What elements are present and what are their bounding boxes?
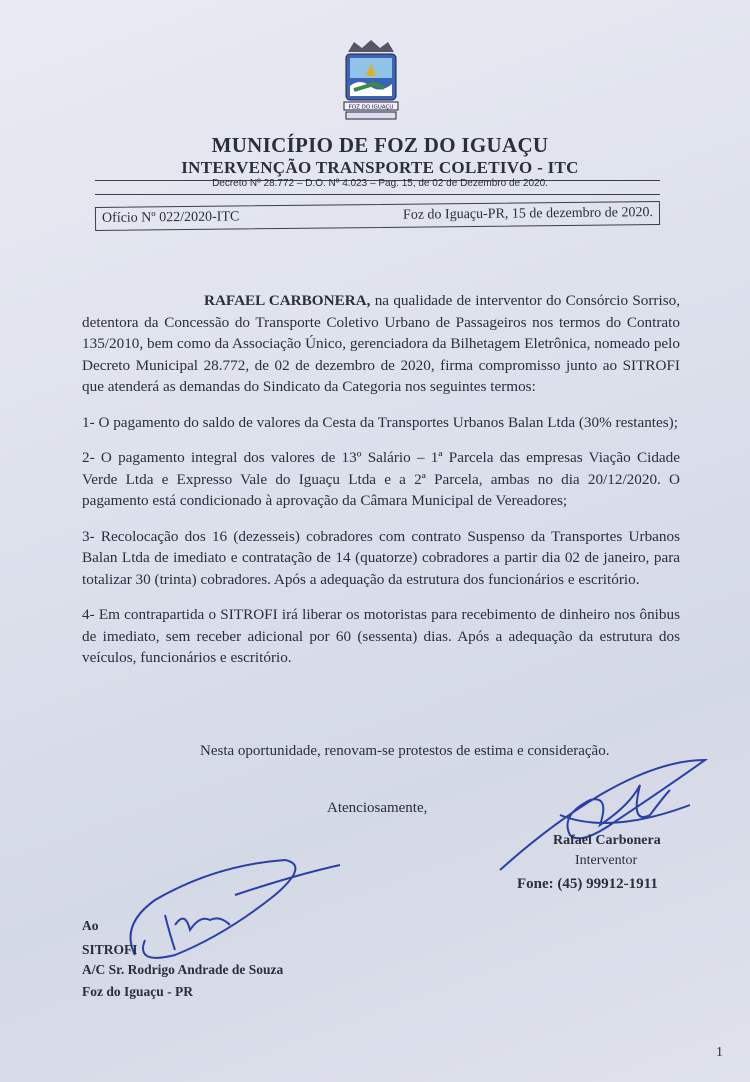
letter-body — [82, 290, 680, 683]
department-subtitle: INTERVENÇÃO TRANSPORTE COLETIVO - ITC — [181, 158, 579, 177]
decree-reference: Decreto Nº 28.772 – D.O. Nº 4.023 – Pag. 15, de 02 de Dezembro de 2020. — [212, 178, 548, 189]
recipient-city: Foz do Iguaçu - PR — [82, 984, 193, 999]
municipality-title: MUNICÍPIO DE FOZ DO IGUAÇU — [211, 133, 549, 157]
recipient-address — [82, 914, 283, 1004]
term-item-3: 3- Recolocação dos 16 (dezesseis) cobradores com contrato Suspenso da Transportes Urbanos Balan Ltda de imediato e contratação de 14 (quatorze) cobradores a partir dia 02 de janeiro, para totalizar 30 (trinta) cobradores. Após a adequação da estrutura dos funcionários e escritório. — [82, 527, 680, 588]
intro-paragraph: RAFAEL CARBONERA, na qualidade de interventor do Consórcio Sorriso, detentora da Concessão do Transporte Coletivo Urbano de Passageiros nos termos do Contrato 135/2010, bem como da Associação Único, gerenciadora da Bilhetagem Eletrônica, nomeado pelo Decreto Municipal 28.772, de 02 de dezembro de 2020, firma compromisso junto ao SITROFI que atenderá as demandas do Sindicato da Categoria nos seguintes termos: — [82, 292, 680, 395]
closing-regards: Nesta oportunidade, renovam-se protestos de estima e consideração. — [200, 743, 610, 759]
svg-text:FOZ DO IGUAÇU: FOZ DO IGUAÇU — [348, 104, 394, 111]
municipal-coat-of-arms-logo — [340, 40, 402, 122]
signer-phone: Fone: (45) 99912-1911 — [517, 876, 658, 892]
term-item-1: 1- O pagamento do saldo de valores da Cesta da Transportes Urbanos Balan Ltda (30% restantes); — [82, 413, 678, 431]
document-number: Ofício Nº 022/2020-ITC — [101, 209, 240, 226]
salutation: Atenciosamente, — [327, 800, 428, 816]
header-rule-bottom — [95, 194, 660, 195]
place-date: Foz do Iguaçu-PR, 15 de dezembro de 2020. — [402, 205, 654, 223]
term-item-2: 2- O pagamento integral dos valores de 13º Salário – 1ª Parcela das empresas Viação Cidade Verde Ltda e Expresso Vale do Iguaçu Ltda e a 2ª Parcela, ambas no dia 20/12/2020. O pagamento está condicionado à aprovação da Câmara Municipal de Vereadores; — [82, 449, 680, 509]
recipient-to: Ao — [82, 918, 99, 933]
recipient-attention: A/C Sr. Rodrigo Andrade de Souza — [82, 962, 284, 977]
term-item-4: 4- Em contrapartida o SITROFI irá liberar os motoristas para recebimento de dinheiro nos ônibus de imediato, sem receber adicional por 60 (sessenta) dias. Após a adequação da estrutura dos veículos, funcionários e escritório. — [82, 606, 680, 666]
signer-name: Rafael Carbonera — [553, 833, 661, 848]
signer-role: Interventor — [575, 853, 638, 868]
page-number: 1 — [716, 1045, 723, 1060]
recipient-org: SITROFI — [82, 942, 138, 957]
signer-name-bold: RAFAEL CARBONERA, — [204, 292, 371, 309]
